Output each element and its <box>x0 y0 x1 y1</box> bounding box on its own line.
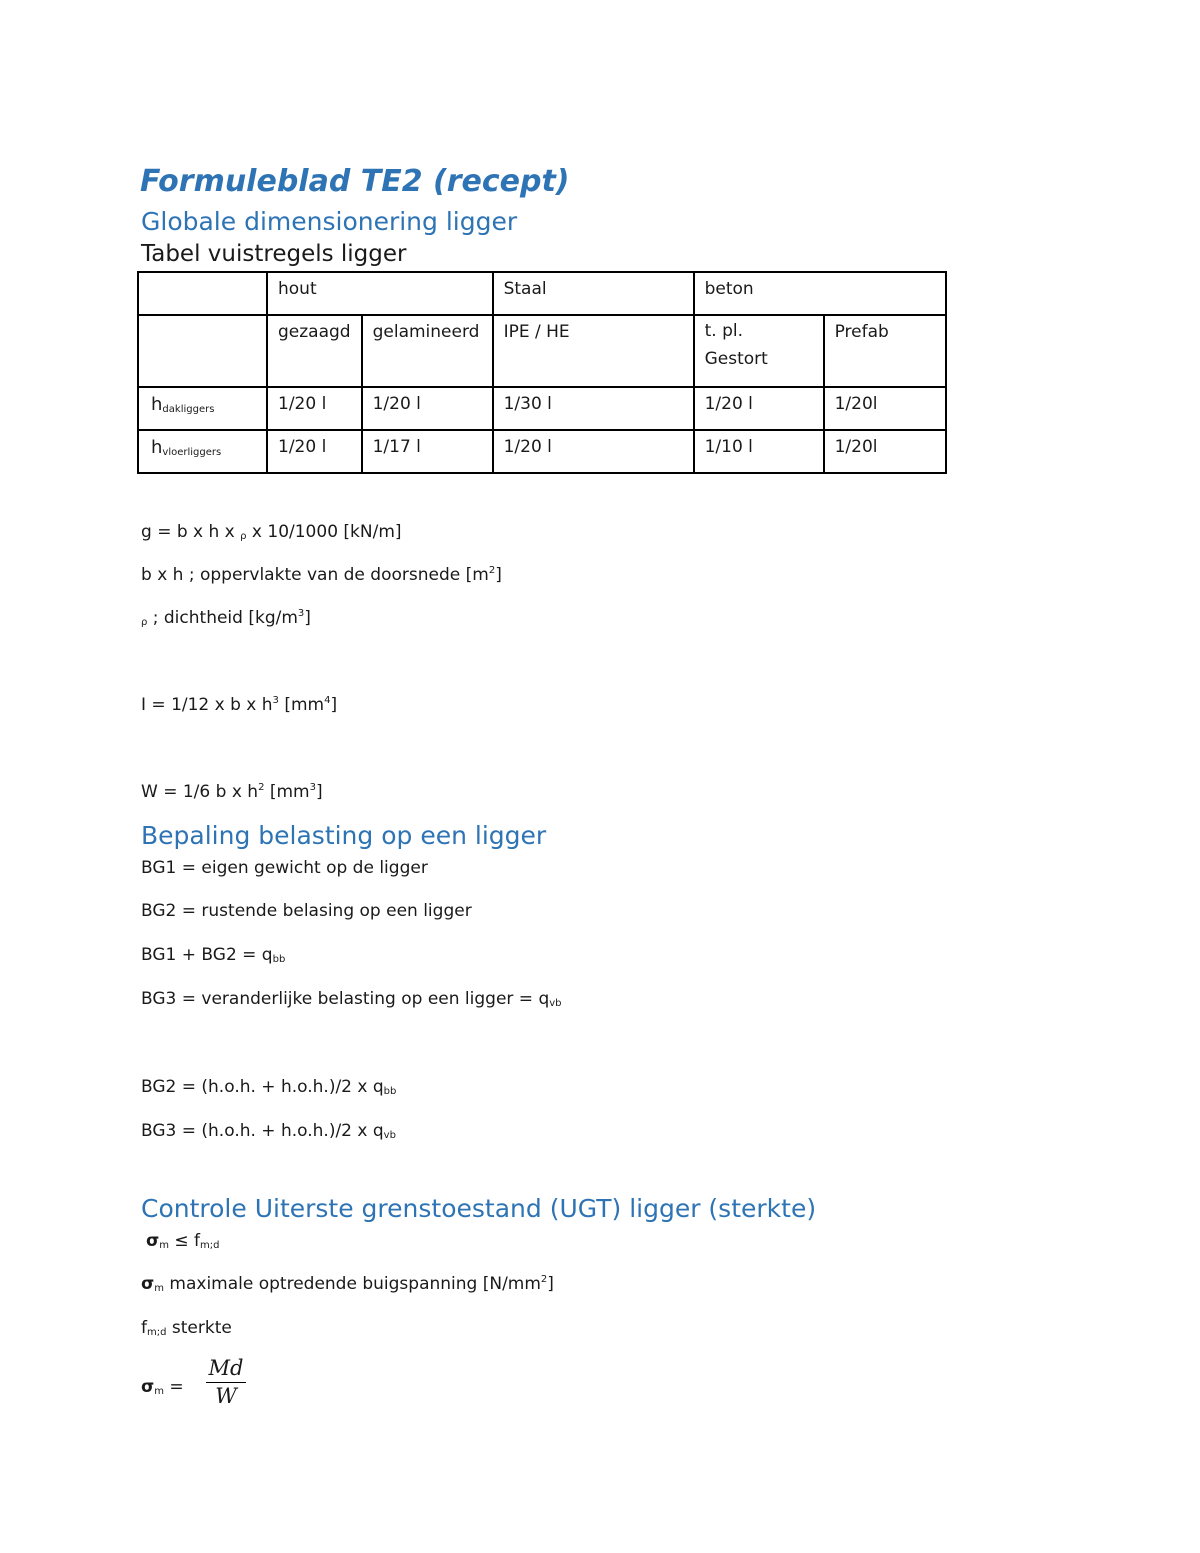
group-staal: Staal <box>493 272 694 315</box>
formula-W: W = 1/6 b x $h^2$ $[mm^3]$ <box>141 782 323 802</box>
table-cell: 1/30 l <box>493 387 694 430</box>
table-cell: 1/17 l <box>362 430 493 473</box>
table-cell: 1/20 l <box>362 387 493 430</box>
row-label-sub: dakliggers <box>162 404 215 415</box>
table-row <box>138 430 946 473</box>
page-title: Formuleblad TE2 (recept) <box>140 164 570 199</box>
fraction-md-over-w <box>206 1356 246 1408</box>
line-bg3-hoh: BG3 = (h.o.h. + h.o.h.)/2 x $q_{vb}$ <box>141 1121 396 1141</box>
sub-gezaagd: gezaagd <box>267 315 362 387</box>
table-corner-cell <box>138 272 267 315</box>
formula-rho: $_\rho$ ; dichtheid $[kg/m^3]$ <box>141 608 311 628</box>
table-header-row <box>138 272 946 315</box>
row-label-dakliggers: $h_{dakliggers}$ <box>138 387 267 430</box>
table-subheader-row <box>138 315 946 387</box>
formula-bxh: b x h ; oppervlakte van de doorsnede $[m^2]$ <box>141 565 502 585</box>
sub-gestort: Gestort <box>704 349 768 369</box>
table-cell: 1/20 l <box>493 430 694 473</box>
condition-sigma-le-f: $\sigma_m \le f_{m;d}$ <box>146 1231 220 1251</box>
sub-tpl-gestort <box>694 315 824 387</box>
heading-controle-ugt: Controle Uiterste grenstoestand (UGT) ligger (sterkte) <box>141 1194 817 1223</box>
sub-ipe-he: IPE / HE <box>493 315 694 387</box>
line-bg2-hoh: BG2 = (h.o.h. + h.o.h.)/2 x $q_{bb}$ <box>141 1077 397 1097</box>
sub-prefab: Prefab <box>824 315 946 387</box>
line-bg1-bg2: $BG1 + BG2 = q_{bb}$ <box>141 945 286 965</box>
fraction-numerator: Md <box>206 1356 246 1383</box>
table-row <box>138 387 946 430</box>
formula-g: g = b x h x $_\rho$ x 10/1000 [kN/m] <box>141 522 402 542</box>
heading-globale-dimensionering: Globale dimensionering ligger <box>141 207 518 236</box>
table-cell: 1/20l <box>824 387 946 430</box>
group-hout: hout <box>267 272 493 315</box>
fraction-denominator: W <box>215 1384 237 1408</box>
line-bg2: BG2 = rustende belasing op een ligger <box>141 901 472 921</box>
line-f-definition: $f_{m;d}$ sterkte <box>141 1318 232 1338</box>
table-empty-cell <box>138 315 267 387</box>
table-title: Tabel vuistregels ligger <box>141 241 407 267</box>
row-label-sub: vloerliggers <box>162 447 222 458</box>
line-sigma-definition: $\sigma_m$ maximale optredende buigspanning $[N/mm^2]$ <box>141 1274 554 1294</box>
line-bg1: BG1 = eigen gewicht op de ligger <box>141 858 428 878</box>
sub-tpl: t. pl. <box>704 321 743 341</box>
group-beton: beton <box>694 272 946 315</box>
formula-I: I = 1/12 x b x $h^3$ $[mm^4]$ <box>141 695 338 715</box>
sub-gelamineerd: gelamineerd <box>362 315 493 387</box>
row-label-vloerliggers: $h_{vloerliggers}$ <box>138 430 267 473</box>
table-cell: 1/20 l <box>267 387 362 430</box>
line-bg3: BG3 = veranderlijke belasting op een ligger = $q_{vb}$ <box>141 989 562 1009</box>
table-cell: 1/10 l <box>694 430 824 473</box>
table-cell: 1/20l <box>824 430 946 473</box>
table-cell: 1/20 l <box>267 430 362 473</box>
formula-sigma-lhs: $\sigma_m$ = <box>141 1377 184 1397</box>
rules-of-thumb-table <box>137 271 947 474</box>
heading-bepaling-belasting: Bepaling belasting op een ligger <box>141 821 547 850</box>
table-cell: 1/20 l <box>694 387 824 430</box>
